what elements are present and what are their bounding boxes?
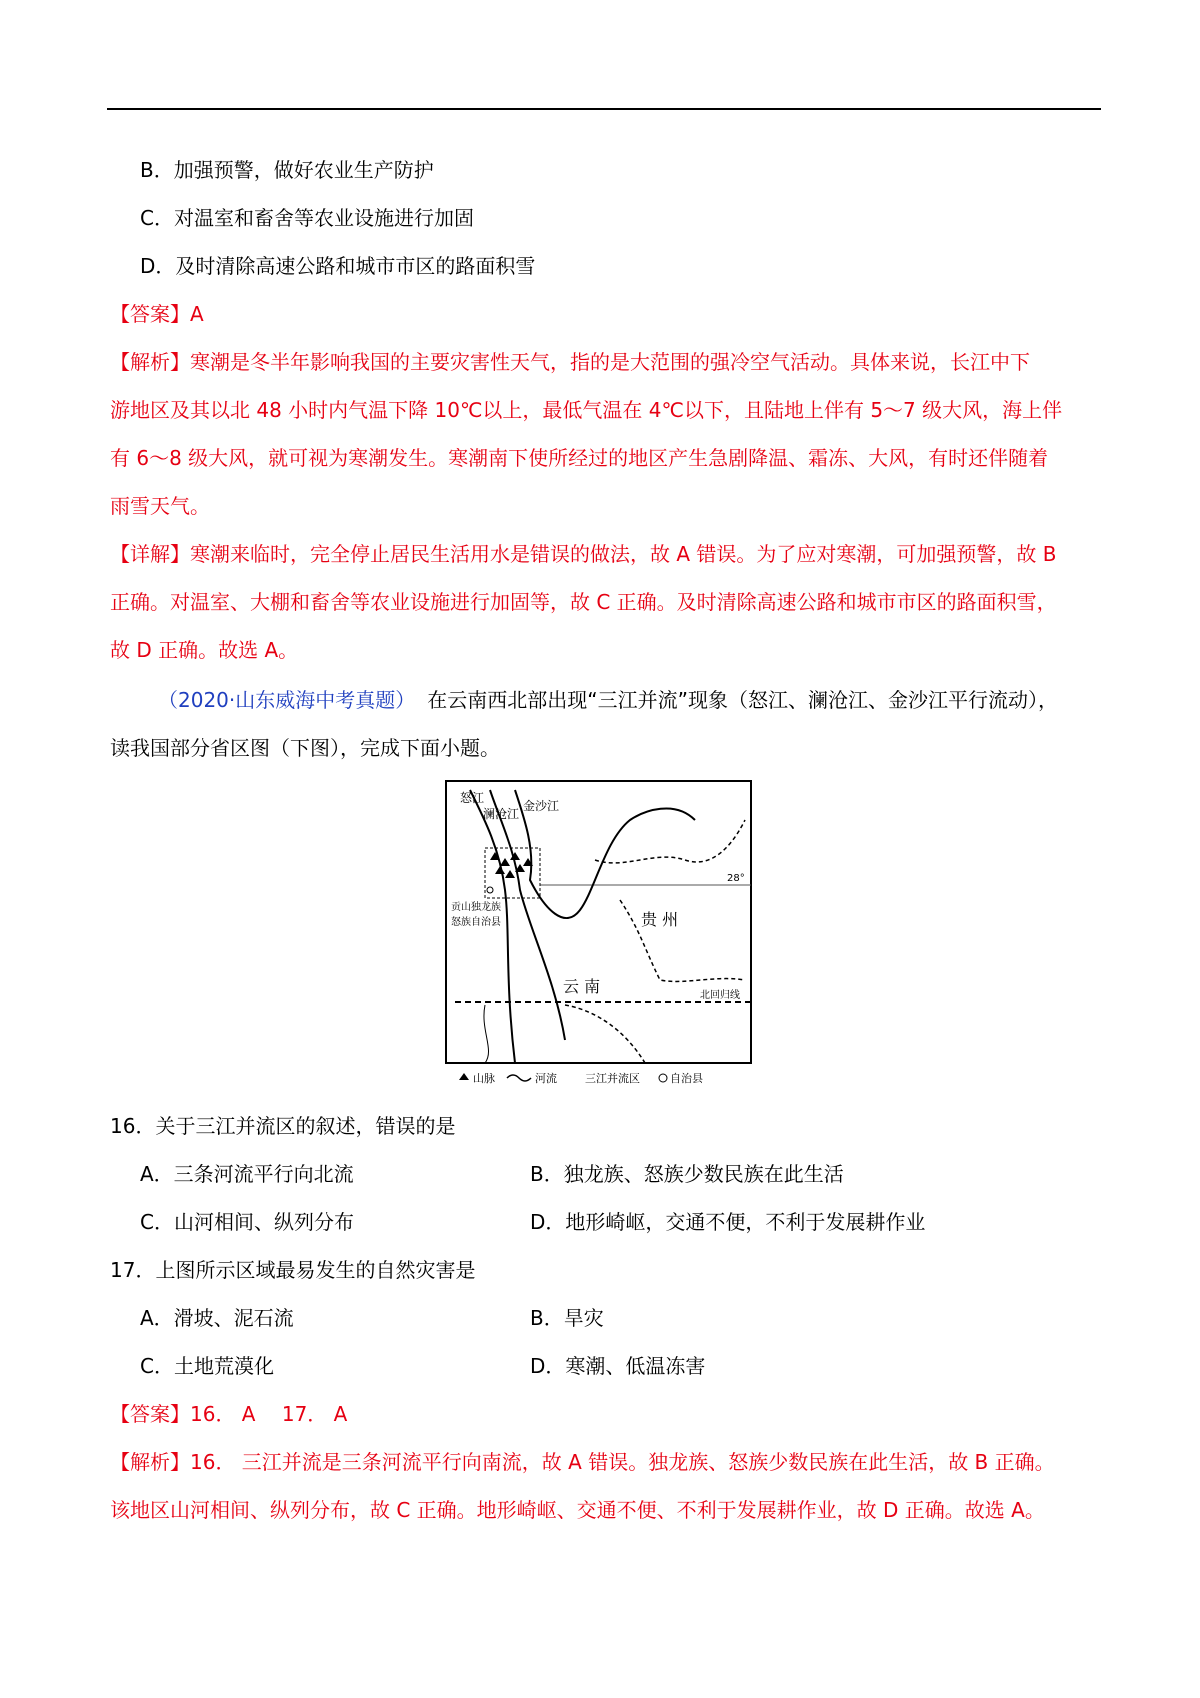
analysis-2-line-1: 【解析】16． 三江并流是三条河流平行向南流，故 A 错误。独龙族、怒族少数民族在此生活，故 B 正确。 — [110, 1450, 1055, 1474]
q16-option-a: A．三条河流平行向北流 — [140, 1162, 354, 1186]
tropic-of-cancer-label: 北回归线 — [700, 990, 740, 1001]
detail-1-line-3: 故 D 正确。故选 A。 — [110, 638, 299, 662]
analysis-label: 【解析】 — [110, 1450, 190, 1474]
answer-value: A — [190, 302, 204, 326]
analysis-1-line-4: 雨雪天气。 — [110, 494, 210, 518]
answer-2 — [110, 1400, 347, 1428]
q17-stem: 17．上图所示区域最易发生的自然灾害是 — [110, 1258, 476, 1282]
label-guizhou: 贵 州 — [641, 910, 679, 929]
legend-mountain-icon — [459, 1073, 469, 1080]
header-rule — [107, 108, 1101, 110]
province-map — [445, 780, 765, 1090]
q17-option-b: B．旱灾 — [530, 1306, 604, 1330]
label-lancang: 澜沧江 — [483, 807, 520, 821]
label-county-1: 贡山独龙族 — [451, 902, 501, 913]
legend-river-icon — [507, 1075, 531, 1081]
q15-option-d: D．及时清除高速公路和城市市区的路面积雪 — [140, 254, 536, 278]
q15-option-c: C．对温室和畜舍等农业设施进行加固 — [140, 206, 474, 230]
question-source: （2020·山东威海中考真题） — [158, 688, 416, 712]
analysis-1-line-2: 游地区及其以北 48 小时内气温下降 10℃以上，最低气温在 4℃以下，且陆地上伴有 5～7 级大风，海上伴 — [110, 398, 1063, 422]
answer-label: 【答案】 — [110, 302, 190, 326]
legend-river: 河流 — [535, 1072, 557, 1085]
analysis-2-line-2: 该地区山河相间、纵列分布，故 C 正确。地形崎岖、交通不便、不利于发展耕作业，故 D 正确。故选 A。 — [110, 1498, 1045, 1522]
detail-1-line-1: 【详解】寒潮来临时，完全停止居民生活用水是错误的做法，故 A 错误。为了应对寒潮，可加强预警，故 B — [110, 542, 1057, 566]
province-map-figure — [445, 780, 765, 1090]
q16-stem: 16．关于三江并流区的叙述，错误的是 — [110, 1114, 456, 1138]
label-jinsha: 金沙江 — [523, 799, 560, 813]
q17-option-d: D．寒潮、低温冻害 — [530, 1354, 706, 1378]
label-county-2: 怒族自治县 — [451, 917, 501, 928]
analysis-1-line-1: 【解析】寒潮是冬半年影响我国的主要灾害性天气，指的是大范围的强冷空气活动。具体来说，长江中下 — [110, 350, 1030, 374]
legend-area: 三江并流区 — [585, 1072, 640, 1085]
label-yunnan: 云 南 — [563, 977, 601, 996]
q16-option-c: C．山河相间、纵列分布 — [140, 1210, 354, 1234]
label-nujiang: 怒江 — [460, 791, 485, 805]
q16-option-d: D．地形崎岖，交通不便，不利于发展耕作业 — [530, 1210, 926, 1234]
legend-county: 自治县 — [670, 1072, 703, 1085]
detail-label: 【详解】 — [110, 542, 190, 566]
analysis-label: 【解析】 — [110, 350, 190, 374]
answer-label: 【答案】 — [110, 1402, 190, 1426]
answer-1 — [110, 300, 204, 328]
legend-county-icon — [659, 1074, 667, 1082]
analysis-1-line-3: 有 6～8 级大风，就可视为寒潮发生。寒潮南下使所经过的地区产生急剧降温、霜冻、大风，有时还伴随着 — [110, 446, 1049, 470]
q17-option-c: C．土地荒漠化 — [140, 1354, 274, 1378]
legend-mountain: 山脉 — [473, 1072, 495, 1085]
answer-value: 16． A 17． A — [190, 1402, 348, 1426]
detail-1-line-2: 正确。对温室、大棚和畜舍等农业设施进行加固等，故 C 正确。及时清除高速公路和城市市区的路面积雪， — [110, 590, 1057, 614]
q16-option-b: B．独龙族、怒族少数民族在此生活 — [530, 1162, 844, 1186]
q17-option-a: A．滑坡、泥石流 — [140, 1306, 294, 1330]
q15-option-b: B．加强预警，做好农业生产防护 — [140, 158, 434, 182]
map-legend — [459, 1071, 703, 1085]
question-intro-line-2: 读我国部分省区图（下图），完成下面小题。 — [110, 736, 500, 760]
latitude-28-label: 28° — [727, 873, 745, 884]
question-intro-line-1: （2020·山东威海中考真题） 在云南西北部出现“三江并流”现象（怒江、澜沧江、金沙江平行流动）， — [158, 688, 1058, 712]
